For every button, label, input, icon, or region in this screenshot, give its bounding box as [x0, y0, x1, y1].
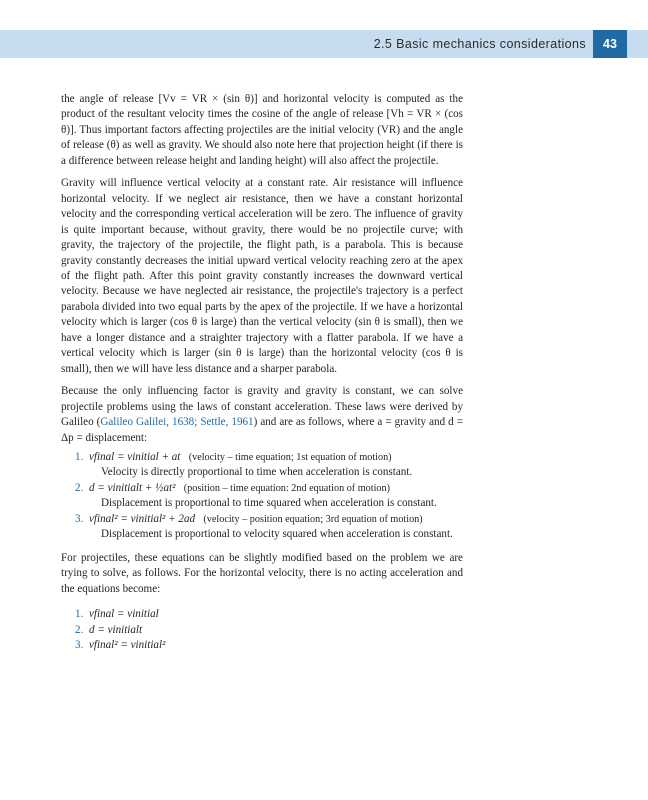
paragraph-galileo-text-a: Because the only influencing factor is gravity and gravity is constant, we can solve projectile problems using the laws of constant acceleration. These laws were derived by Galileo (: [61, 385, 463, 429]
list-item: [75, 450, 463, 481]
list-number: 3.: [75, 512, 84, 525]
equations-of-motion-list: [61, 450, 463, 543]
list-number: 1.: [75, 450, 84, 463]
list-item: [75, 607, 463, 622]
equation-note: Velocity is directly proportional to time when acceleration is constant.: [101, 466, 413, 479]
paragraph-release-angle: the angle of release [Vv = VR × (sin θ)] and horizontal velocity is computed as the product of the resultant velocity times the cosine of the angle of release [Vh = VR × (cos θ)]. Thus important factors affecting projectiles are the initial velocity (VR) and the angle of release (θ) as well as gravity. We should also note here that projection height (if there is a difference between release height and landing height) will also affect the projectile.: [61, 93, 463, 167]
page-number: 43: [593, 30, 627, 58]
equation-formula: vfinal² = vinitial²: [89, 638, 166, 651]
list-item: [75, 638, 463, 653]
running-header-title: 2.5 Basic mechanics considerations: [373, 37, 586, 51]
equation-note: Displacement is proportional to time squared when acceleration is constant.: [101, 497, 437, 510]
equation-formula: vfinal = vinitial + at: [89, 450, 181, 463]
list-number: 2.: [75, 481, 84, 494]
list-item: [75, 512, 463, 543]
paragraph-galileo: [61, 384, 463, 446]
list-item: [75, 623, 463, 638]
equation-label: (velocity – position equation; 3rd equation of motion): [203, 513, 423, 525]
horizontal-equations-list: [61, 607, 463, 653]
paragraph-horizontal: For projectiles, these equations can be slightly modified based on the problem we are trying to solve, as follows. For the horizontal velocity, there is no acting acceleration and the equations become:: [61, 551, 463, 595]
equation-formula: vfinal² = vinitial² + 2ad: [89, 512, 196, 525]
equation-formula: vfinal = vinitial: [89, 608, 159, 621]
equation-formula: d = vinitialt: [89, 623, 143, 636]
paragraph-gravity: Gravity will influence vertical velocity at a constant rate. Air resistance will influence horizontal velocity. If we neglect air resistance, then we have a constant horizontal velocity and the corresponding vertical acceleration will be zero. The influence of gravity is quite important because, without gravity, there would be no projectile curve; with gravity, the trajectory of the projectile, the flight path, is a parabola. This is because gravity constantly decreases the initial upward vertical velocity reaching zero at the apex of the flight path. After this point gravity constantly increases the downward vertical velocity. Because we have neglected air resistance, the projectile's trajectory is a perfect parabola divided into two equal parts by the apex of the projectile. If we have a horizontal velocity which is larger (cos θ is large) than the vertical velocity (sin θ is small), then we have a longer distance and a straighter trajectory with a flatter parabola. If we have a vertical velocity which is larger (sin θ is large) than the horizontal velocity (cos θ is small), then we will have less distance and a sharper parabola.: [61, 177, 463, 375]
equation-label: (position – time equation: 2nd equation of motion): [183, 482, 391, 494]
citation-link[interactable]: Galileo Galilei, 1638; Settle, 1961: [100, 416, 254, 429]
paragraph-galileo-text-b: ) and are as follows, where a = gravity and d = Δp = displacement:: [61, 416, 463, 444]
list-item: [75, 481, 463, 512]
list-number: 1.: [75, 608, 84, 621]
equation-formula: d = vinitialt + ½at²: [89, 481, 176, 494]
body-text: [61, 92, 463, 653]
list-number: 2.: [75, 623, 84, 636]
list-number: 3.: [75, 638, 84, 651]
equation-label: (velocity – time equation; 1st equation of motion): [188, 451, 392, 463]
equation-note: Displacement is proportional to velocity squared when acceleration is constant.: [101, 528, 453, 541]
